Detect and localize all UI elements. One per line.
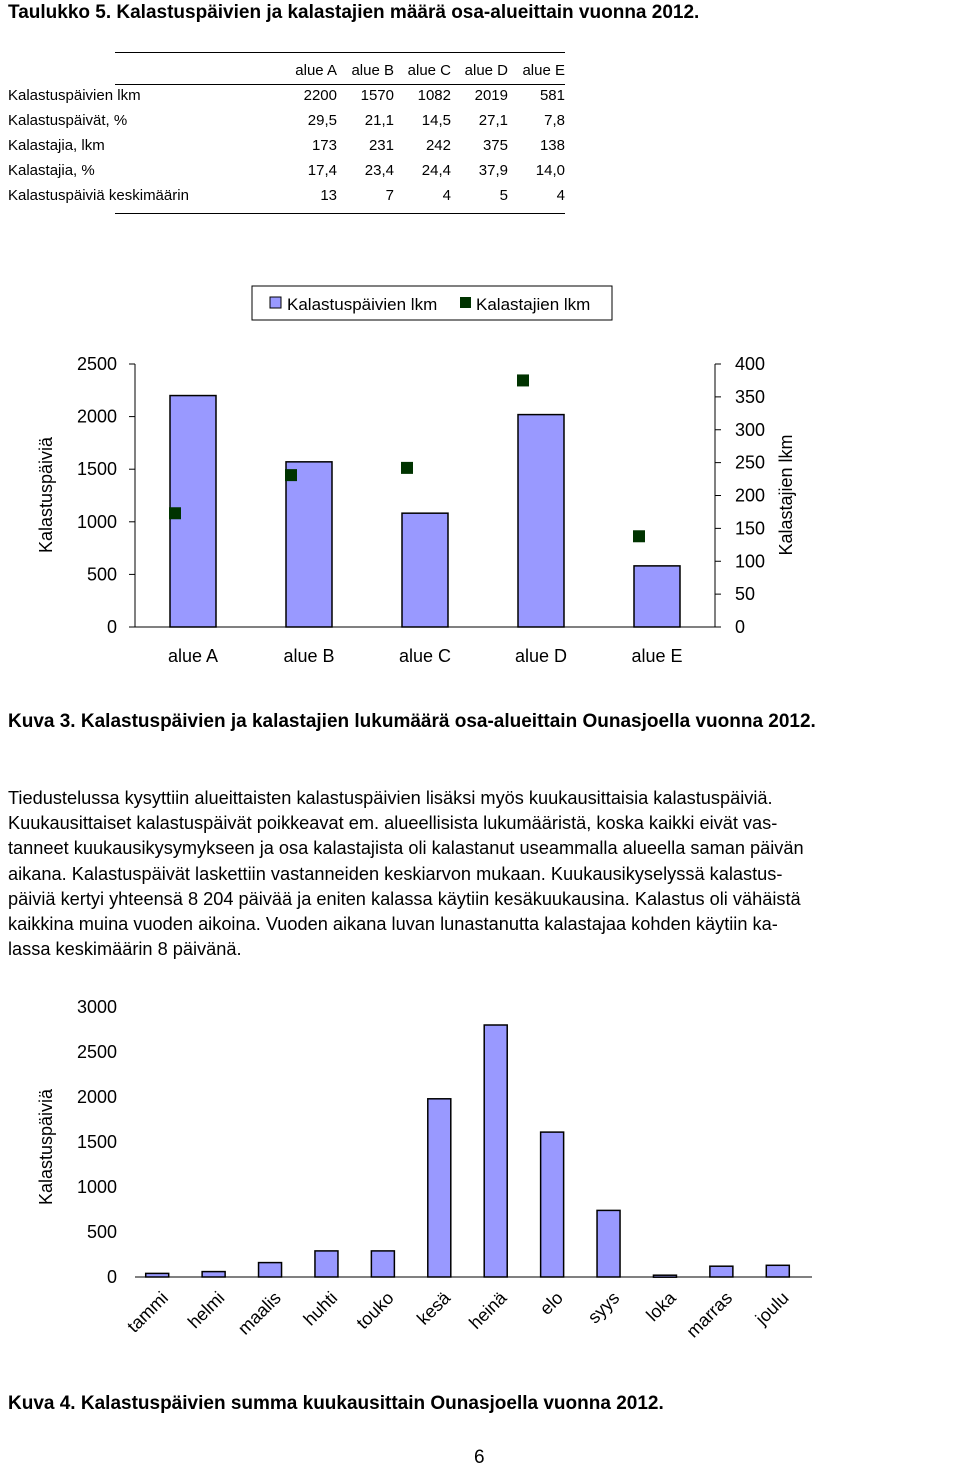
x-tick-label: alue B bbox=[283, 646, 335, 666]
paragraph-line: päiviä kertyi yhteensä 8 204 päivää ja eniten kalassa käytiin kesäkuukausina. Kalastus oli vähäistä bbox=[8, 888, 801, 909]
figure-4-caption bbox=[8, 1393, 664, 1415]
x-tick-label: joulu bbox=[751, 1287, 793, 1329]
bar-helmi bbox=[202, 1272, 225, 1277]
legend-swatch-bar bbox=[270, 297, 281, 308]
table-cell: 17,4 bbox=[307, 162, 337, 179]
bar-maalis bbox=[259, 1263, 282, 1277]
y-tick-label: 0 bbox=[106, 1267, 117, 1287]
x-tick-label: helmi bbox=[183, 1287, 229, 1333]
bar-huhti bbox=[315, 1251, 338, 1277]
x-tick-label: alue C bbox=[398, 646, 452, 666]
x-tick-label: tammi bbox=[123, 1287, 173, 1337]
table-cell: 231 bbox=[368, 137, 394, 154]
y2-tick-label: 100 bbox=[735, 551, 766, 572]
x-tick-label: marras bbox=[682, 1287, 737, 1342]
legend-label-bars: Kalastuspäivien lkm bbox=[287, 295, 438, 314]
x-tick-label: heinä bbox=[465, 1287, 511, 1333]
y-tick-label: 1500 bbox=[76, 459, 117, 480]
figure-3-label: Kuva 3. bbox=[8, 711, 76, 732]
table-cell: 14,5 bbox=[421, 112, 451, 129]
y2-tick-label: 350 bbox=[735, 386, 766, 407]
column-header: alue E bbox=[522, 62, 565, 79]
paragraph-line: kaikkina muina vuoden aikoina. Vuoden aikana luvan lunastanutta kalastajaa kohden käytiin ka- bbox=[8, 914, 778, 935]
x-tick-label: maalis bbox=[233, 1287, 285, 1339]
y2-axis-title: Kalastajien lkm bbox=[776, 434, 796, 556]
y-tick-label: 0 bbox=[106, 617, 117, 637]
column-header: alue C bbox=[407, 62, 451, 79]
y-axis-title: Kalastuspäiviä bbox=[36, 436, 56, 554]
table-cell: 37,9 bbox=[478, 162, 508, 179]
x-tick-label: alue E bbox=[631, 646, 683, 666]
x-tick-label: huhti bbox=[299, 1287, 342, 1330]
bar-joulu bbox=[766, 1265, 789, 1277]
table-cell: 23,4 bbox=[364, 162, 394, 179]
y2-tick-label: 250 bbox=[735, 452, 766, 473]
table-cell: 2200 bbox=[303, 87, 337, 104]
bar-marras bbox=[710, 1266, 733, 1277]
bar-alue-C bbox=[402, 513, 448, 627]
column-header: alue B bbox=[351, 62, 394, 79]
figure-4-text: Kalastuspäivien summa kuukausittain Ounasjoella vuonna 2012. bbox=[80, 1393, 664, 1414]
y-tick-label: 1000 bbox=[76, 511, 117, 532]
y2-tick-label: 0 bbox=[735, 617, 746, 637]
table-row bbox=[8, 158, 565, 183]
paragraph-line: Kuukausittaiset kalastuspäivät poikkeavat em. alueellisista lukumääristä, koska kaikki eivät vas- bbox=[8, 813, 778, 834]
y2-tick-label: 50 bbox=[735, 584, 756, 605]
table-cell: 581 bbox=[539, 87, 565, 104]
body-paragraph bbox=[8, 786, 958, 962]
table-cell: 13 bbox=[320, 187, 337, 204]
table-cell: 24,4 bbox=[421, 162, 451, 179]
table-cell: 7,8 bbox=[544, 112, 565, 129]
table-row bbox=[8, 183, 565, 208]
y-tick-label: 1500 bbox=[76, 1132, 117, 1152]
table-cell: 242 bbox=[425, 137, 451, 154]
row-label: Kalastuspäivien lkm bbox=[8, 87, 141, 104]
bar-tammi bbox=[146, 1273, 169, 1277]
y-tick-label: 3000 bbox=[76, 997, 117, 1017]
y-axis-title: Kalastuspäiviä bbox=[36, 1088, 56, 1206]
bar-kesä bbox=[428, 1099, 451, 1277]
row-label: Kalastajia, % bbox=[8, 162, 95, 179]
marker-alue-A bbox=[169, 507, 181, 519]
y-tick-label: 1000 bbox=[76, 1177, 117, 1197]
legend-swatch-marker bbox=[460, 297, 471, 308]
marker-alue-E bbox=[633, 530, 645, 542]
x-tick-label: loka bbox=[642, 1287, 680, 1326]
x-tick-label: syys bbox=[583, 1287, 624, 1328]
x-tick-label: touko bbox=[352, 1287, 398, 1333]
y2-tick-label: 400 bbox=[735, 354, 766, 374]
x-tick-label: alue A bbox=[167, 646, 219, 666]
table-cell: 27,1 bbox=[478, 112, 508, 129]
marker-alue-C bbox=[401, 462, 413, 474]
row-label: Kalastajia, lkm bbox=[8, 137, 105, 154]
paragraph-line: Tiedustelussa kysyttiin alueittaisten kalastuspäivien lisäksi myös kuukausittaisia kalastuspäiviä. bbox=[8, 788, 773, 808]
column-header: alue A bbox=[295, 62, 337, 79]
y-tick-label: 2000 bbox=[76, 406, 117, 427]
figure-4-label: Kuva 4. bbox=[8, 1393, 76, 1414]
table-cell: 29,5 bbox=[307, 112, 337, 129]
table-cell: 14,0 bbox=[535, 162, 565, 179]
y2-tick-label: 300 bbox=[735, 419, 766, 440]
paragraph-line: tanneet kuukausikysymykseen ja osa kalastajista oli kalastanut useammalla alueella saman päivän bbox=[8, 838, 804, 859]
table-cell: 173 bbox=[311, 137, 337, 154]
marker-alue-D bbox=[517, 374, 529, 386]
table-cell: 1570 bbox=[360, 87, 394, 104]
row-label: Kalastuspäiviä keskimäärin bbox=[8, 187, 189, 204]
figure-3-text: Kalastuspäivien ja kalastajien lukumäärä osa-alueittain Ounasjoella vuonna 2012. bbox=[80, 711, 816, 732]
table-cell: 21,1 bbox=[364, 112, 394, 129]
table-cell: 2019 bbox=[474, 87, 508, 104]
page-number: 6 bbox=[474, 1447, 485, 1468]
chart-kalastuspaivat-alueittain bbox=[0, 270, 960, 690]
x-tick-label: kesä bbox=[413, 1287, 455, 1329]
row-label: Kalastuspäivät, % bbox=[8, 112, 128, 129]
table-cell: 5 bbox=[499, 187, 508, 204]
table-row bbox=[8, 133, 565, 158]
y-tick-label: 2500 bbox=[76, 1042, 117, 1062]
y-tick-label: 500 bbox=[86, 1222, 117, 1242]
figure-3-caption bbox=[8, 711, 816, 733]
bar-syys bbox=[597, 1210, 620, 1277]
data-table bbox=[8, 58, 565, 208]
marker-alue-B bbox=[285, 469, 297, 481]
y-tick-label: 500 bbox=[86, 564, 117, 585]
legend-label-markers: Kalastajien lkm bbox=[476, 295, 591, 314]
paragraph-line: lassa keskimäärin 8 päivänä. bbox=[8, 939, 242, 960]
bar-alue-D bbox=[518, 415, 564, 627]
bar-touko bbox=[371, 1251, 394, 1277]
bar-elo bbox=[541, 1132, 564, 1277]
table-top-rule bbox=[115, 52, 565, 53]
table-corner bbox=[8, 58, 280, 83]
table-row bbox=[8, 83, 565, 108]
bar-loka bbox=[653, 1275, 676, 1277]
x-tick-label: elo bbox=[535, 1287, 567, 1319]
column-header: alue D bbox=[464, 62, 508, 79]
table-bottom-rule bbox=[115, 213, 565, 214]
bar-alue-B bbox=[286, 462, 332, 627]
y-tick-label: 2000 bbox=[76, 1087, 117, 1107]
table-title: Taulukko 5. Kalastuspäivien ja kalastajien määrä osa-alueittain vuonna 2012. bbox=[8, 2, 700, 23]
table-cell: 138 bbox=[539, 137, 565, 154]
chart-kalastuspaivat-kuukausittain bbox=[0, 985, 960, 1370]
y2-tick-label: 200 bbox=[735, 485, 766, 506]
y-tick-label: 2500 bbox=[76, 354, 117, 374]
table-cell: 375 bbox=[482, 137, 508, 154]
table-cell: 4 bbox=[442, 187, 451, 204]
y2-tick-label: 150 bbox=[735, 518, 766, 539]
table-cell: 7 bbox=[385, 187, 394, 204]
table-cell: 1082 bbox=[417, 87, 451, 104]
table-header-row bbox=[8, 58, 565, 83]
table-cell: 4 bbox=[556, 187, 565, 204]
bar-heinä bbox=[484, 1025, 507, 1277]
paragraph-line: aikana. Kalastuspäivät laskettiin vastanneiden keskiarvon mukaan. Kuukausikyselyssä kalastus- bbox=[8, 863, 783, 884]
bar-alue-E bbox=[634, 566, 680, 627]
table-row bbox=[8, 108, 565, 133]
x-tick-label: alue D bbox=[514, 646, 568, 666]
